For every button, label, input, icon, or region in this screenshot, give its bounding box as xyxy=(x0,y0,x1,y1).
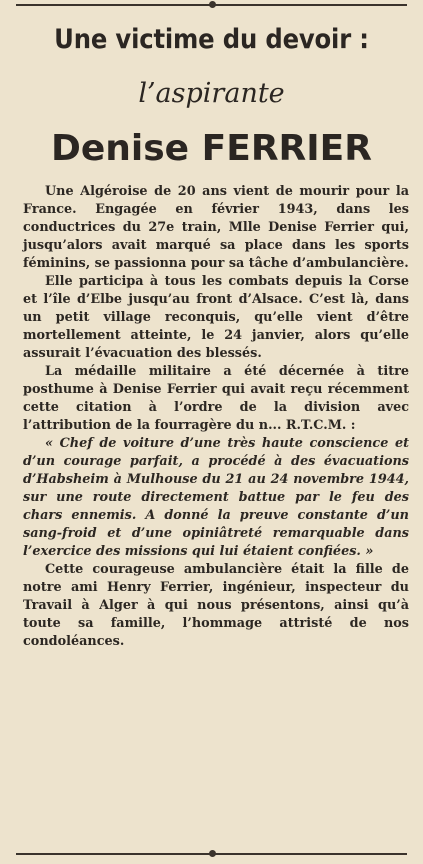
citation-quote: « Chef de voiture d’une très haute conscience et d’un courage parfait, a procédé à des évacuations d’Habsheim à Mulhouse du 21 au 24 novembre 1944, sur une route directement battue par le feu des chars ennemis. A donné la preuve constante d’un sang-froid et d’une opiniâtreté remarquable dans l’exercice des missions qui lui étaient confiées. » xyxy=(23,436,409,559)
headline: Une victime du devoir : xyxy=(54,24,369,55)
paragraph-intro: Une Algéroise de 20 ans vient de mourir pour la France. Engagée en février 1943, dans les conductrices du 27e train, Mlle Denise Ferrier qui, jusqu’alors avait marqué sa place dans les sports féminins, se passionna pour sa tâche d’ambulancière. xyxy=(23,184,409,271)
top-rule xyxy=(16,4,407,6)
paragraph-condolences: Cette courageuse ambulancière était la fille de notre ami Henry Ferrier, ingénieur, inspecteur du Travail à Alger à qui nous présentons, ainsi qu’à toute sa famille, l’hommage attristé de nos condoléances. xyxy=(23,562,409,649)
rule-ornament xyxy=(209,1,216,8)
subheadline: l’aspirante xyxy=(138,78,285,109)
paragraph-combats: Elle participa à tous les combats depuis la Corse et l’île d’Elbe jusqu’au front d’Alsace. C’est là, dans un petit village reconquis, qu’elle vient d’être mortellement atteinte, le 24 janvier, alors qu’elle assurait l’évacuation des blessés. xyxy=(23,274,409,361)
name-first: Denise xyxy=(50,128,190,169)
paragraph-medal: La médaille militaire a été décernée à titre posthume à Denise Ferrier qui avait reçu récemment cette citation à l’ordre de la division avec l’attribution de la fourragère du n... R.T.C.M. : xyxy=(23,364,409,433)
name-last: FERRIER xyxy=(201,128,372,169)
rule-ornament xyxy=(209,850,216,857)
name-heading xyxy=(0,128,423,169)
article-body xyxy=(23,183,409,651)
bottom-rule xyxy=(16,853,407,855)
